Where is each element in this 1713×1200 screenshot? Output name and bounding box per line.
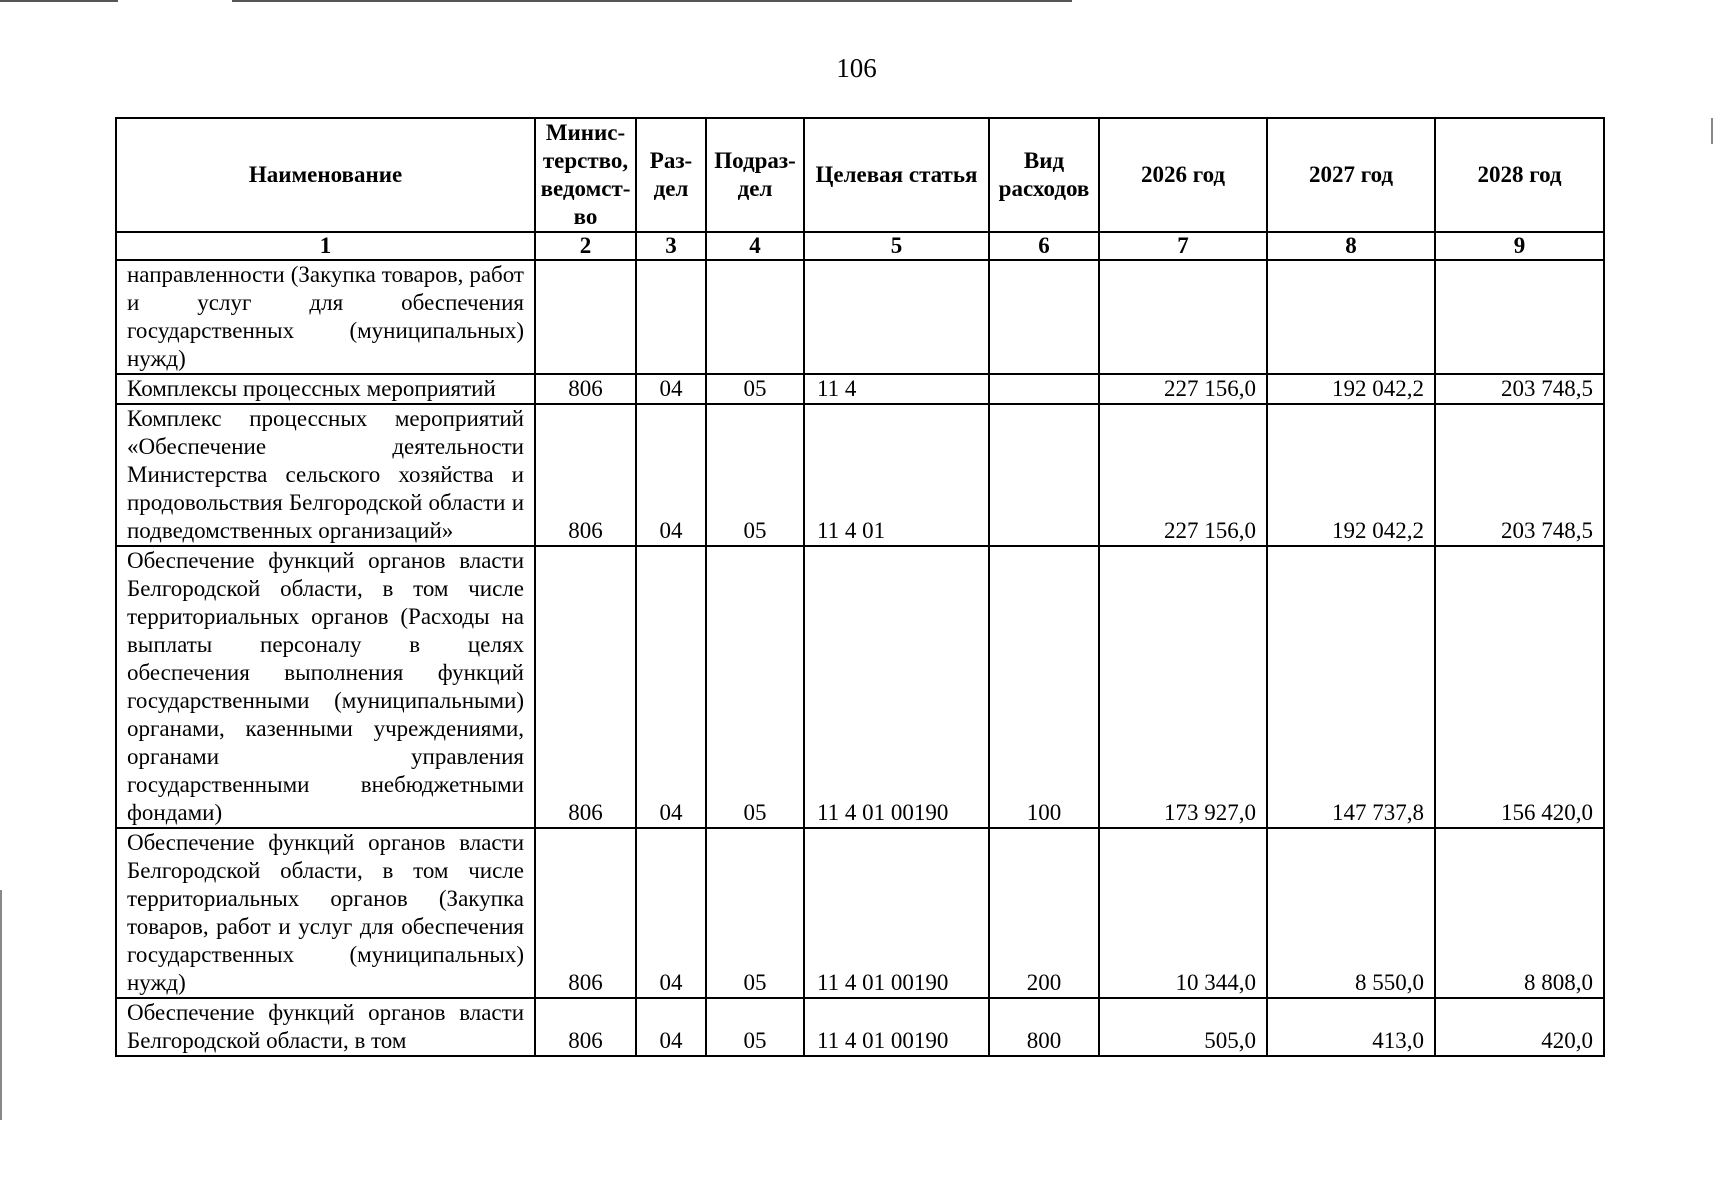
row-name: направленности (Закупка товаров, работ и услуг для обеспечения государственных (муниципальных) нужд) — [116, 260, 535, 374]
table-row — [116, 546, 1604, 828]
row-amount-2028: 203 748,5 — [1435, 404, 1604, 546]
row-target-article: 11 4 — [804, 374, 989, 404]
row-subsection: 05 — [706, 828, 804, 998]
row-amount-2028: 8 808,0 — [1435, 828, 1604, 998]
row-section: 04 — [636, 998, 706, 1056]
row-amount-2028: 156 420,0 — [1435, 546, 1604, 828]
scan-artifact-line — [0, 0, 118, 2]
row-target-article: 11 4 01 — [804, 404, 989, 546]
row-amount-2026: 173 927,0 — [1099, 546, 1267, 828]
table-row — [116, 828, 1604, 998]
row-expense-type — [989, 374, 1099, 404]
header-section: Раз-дел — [636, 118, 706, 232]
column-number: 2 — [535, 232, 636, 260]
header-subsection: Подраз-дел — [706, 118, 804, 232]
row-amount-2028 — [1435, 260, 1604, 374]
row-name: Обеспечение функций органов власти Белгородской области, в том числе территориальных органов (Закупка товаров, работ и услуг для обеспечения государственных (муниципальных) нужд) — [116, 828, 535, 998]
row-target-article: 11 4 01 00190 — [804, 828, 989, 998]
header-ministry: Минис-терство, ведомст-во — [535, 118, 636, 232]
row-target-article: 11 4 01 00190 — [804, 546, 989, 828]
row-section: 04 — [636, 546, 706, 828]
row-target-article: 11 4 01 00190 — [804, 998, 989, 1056]
header-expense-type: Вид расходов — [989, 118, 1099, 232]
column-number: 6 — [989, 232, 1099, 260]
row-target-article — [804, 260, 989, 374]
column-number-row — [116, 232, 1604, 260]
column-number: 5 — [804, 232, 989, 260]
column-number: 3 — [636, 232, 706, 260]
row-ministry: 806 — [535, 828, 636, 998]
column-number: 1 — [116, 232, 535, 260]
column-number: 9 — [1435, 232, 1604, 260]
row-expense-type: 800 — [989, 998, 1099, 1056]
column-number: 7 — [1099, 232, 1267, 260]
header-year-2026: 2026 год — [1099, 118, 1267, 232]
row-amount-2026: 10 344,0 — [1099, 828, 1267, 998]
row-amount-2027: 192 042,2 — [1267, 404, 1435, 546]
table-row — [116, 260, 1604, 374]
row-amount-2027 — [1267, 260, 1435, 374]
row-amount-2026: 227 156,0 — [1099, 374, 1267, 404]
header-year-2028: 2028 год — [1435, 118, 1604, 232]
row-amount-2026 — [1099, 260, 1267, 374]
header-target-article: Целевая статья — [804, 118, 989, 232]
row-subsection: 05 — [706, 374, 804, 404]
row-amount-2028: 203 748,5 — [1435, 374, 1604, 404]
table-row — [116, 998, 1604, 1056]
table-row — [116, 374, 1604, 404]
row-amount-2027: 147 737,8 — [1267, 546, 1435, 828]
header-year-2027: 2027 год — [1267, 118, 1435, 232]
row-ministry — [535, 260, 636, 374]
row-section — [636, 260, 706, 374]
row-name: Обеспечение функций органов власти Белгородской области, в том — [116, 998, 535, 1056]
row-amount-2027: 192 042,2 — [1267, 374, 1435, 404]
header-row — [116, 118, 1604, 232]
column-number: 4 — [706, 232, 804, 260]
row-amount-2027: 413,0 — [1267, 998, 1435, 1056]
row-section: 04 — [636, 828, 706, 998]
header-name: Наименование — [116, 118, 535, 232]
row-subsection: 05 — [706, 998, 804, 1056]
column-number: 8 — [1267, 232, 1435, 260]
row-ministry: 806 — [535, 374, 636, 404]
row-amount-2028: 420,0 — [1435, 998, 1604, 1056]
row-subsection: 05 — [706, 546, 804, 828]
row-expense-type — [989, 260, 1099, 374]
table-row — [116, 404, 1604, 546]
row-expense-type — [989, 404, 1099, 546]
row-expense-type: 100 — [989, 546, 1099, 828]
row-name: Обеспечение функций органов власти Белгородской области, в том числе территориальных органов (Расходы на выплаты персоналу в целях обеспечения выполнения функций государственными (муниципальными) органами, казенными учреждениями, органами управления государственными внебюджетными фондами) — [116, 546, 535, 828]
page-number: 106 — [836, 53, 877, 83]
row-amount-2026: 505,0 — [1099, 998, 1267, 1056]
budget-table — [115, 117, 1605, 1057]
row-expense-type: 200 — [989, 828, 1099, 998]
row-amount-2027: 8 550,0 — [1267, 828, 1435, 998]
scan-artifact-line — [232, 0, 1072, 2]
row-ministry: 806 — [535, 998, 636, 1056]
row-amount-2026: 227 156,0 — [1099, 404, 1267, 546]
row-subsection — [706, 260, 804, 374]
row-name: Комплексы процессных мероприятий — [116, 374, 535, 404]
scan-artifact-line — [0, 890, 2, 1120]
row-section: 04 — [636, 404, 706, 546]
row-ministry: 806 — [535, 404, 636, 546]
row-name: Комплекс процессных мероприятий «Обеспечение деятельности Министерства сельского хозяйства и продовольствия Белгородской области и подведомственных организаций» — [116, 404, 535, 546]
row-ministry: 806 — [535, 546, 636, 828]
row-subsection: 05 — [706, 404, 804, 546]
row-section: 04 — [636, 374, 706, 404]
